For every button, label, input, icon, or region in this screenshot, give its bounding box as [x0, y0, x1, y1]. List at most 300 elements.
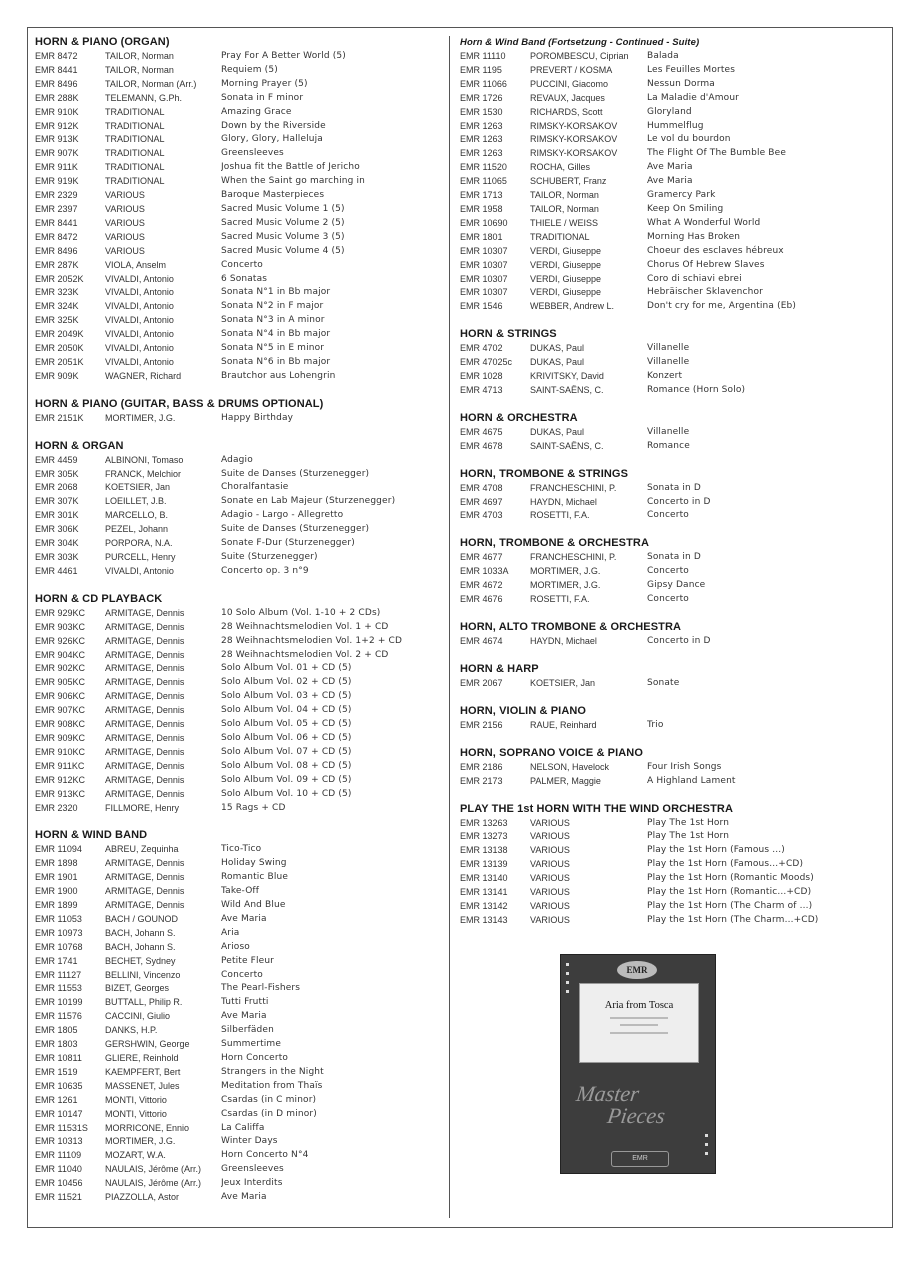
catalog-number: EMR 306K — [35, 524, 79, 535]
composer: VERDI, Giuseppe — [530, 259, 602, 270]
composer: WEBBER, Andrew L. — [530, 301, 615, 312]
catalog-entry — [460, 203, 885, 217]
catalog-number: EMR 11576 — [35, 1011, 82, 1022]
work-title: La Califfa — [221, 1122, 265, 1133]
composer: VIVALDI, Antonio — [105, 329, 174, 340]
composer: MONTI, Vittorio — [105, 1094, 167, 1105]
composer: PALMER, Maggie — [530, 775, 601, 786]
work-title: Sonata N°4 in Bb major — [221, 329, 331, 340]
catalog-entry — [35, 92, 447, 106]
catalog-entry — [460, 579, 885, 593]
catalog-number: EMR 10456 — [35, 1178, 83, 1189]
work-title: A Highland Lament — [647, 775, 736, 786]
catalog-number: EMR 13140 — [460, 873, 508, 884]
catalog-entry — [35, 356, 447, 370]
catalog-number: EMR 4461 — [35, 565, 78, 576]
catalog-number: EMR 926KC — [35, 635, 86, 646]
catalog-entry — [460, 844, 885, 858]
catalog-number: EMR 11040 — [35, 1164, 82, 1175]
catalog-entry — [460, 719, 885, 733]
catalog-number: EMR 13139 — [460, 859, 508, 870]
catalog-entry — [35, 64, 447, 78]
composer: ROSETTI, F.A. — [530, 594, 590, 605]
catalog-number: EMR 2329 — [35, 190, 78, 201]
composer: ARMITAGE, Dennis — [105, 607, 185, 618]
catalog-number: EMR 305K — [35, 468, 79, 479]
catalog-entry — [35, 635, 447, 649]
catalog-number: EMR 1803 — [35, 1039, 78, 1050]
work-title: Ave Maria — [221, 1011, 267, 1022]
work-title: Villanelle — [647, 426, 690, 437]
composer: TRADITIONAL — [105, 148, 165, 159]
composer: MASSENET, Jules — [105, 1080, 180, 1091]
catalog-number: EMR 10307 — [460, 245, 508, 256]
work-title: Happy Birthday — [221, 412, 294, 423]
section-title: HORN & ORCHESTRA — [460, 411, 578, 424]
composer: RICHARDS, Scott — [530, 106, 603, 117]
catalog-number: EMR 287K — [35, 259, 79, 270]
catalog-number: EMR 1900 — [35, 886, 78, 897]
work-title: Concerto — [647, 594, 689, 605]
work-title: Solo Album Vol. 08 + CD (5) — [221, 760, 352, 771]
catalog-number: EMR 2173 — [460, 775, 503, 786]
composer: ALBINONI, Tomaso — [105, 454, 184, 465]
catalog-entry — [35, 314, 447, 328]
catalog-entry — [35, 273, 447, 287]
composer: LOEILLET, J.B. — [105, 496, 167, 507]
composer: BACH / GOUNOD — [105, 913, 179, 924]
catalog-entry — [35, 676, 447, 690]
catalog-number: EMR 910K — [35, 106, 79, 117]
catalog-number: EMR 907KC — [35, 705, 86, 716]
composer: FILLMORE, Henry — [105, 802, 180, 813]
catalog-entry — [35, 231, 447, 245]
catalog-section — [35, 398, 447, 426]
catalog-entry — [35, 621, 447, 635]
work-title: Summertime — [221, 1039, 282, 1050]
work-title: Choralfantasie — [221, 482, 289, 493]
composer: THIELE / WEISS — [530, 217, 599, 228]
catalog-number: EMR 2186 — [460, 761, 503, 772]
work-title: 28 Weihnachtsmelodien Vol. 1+2 + CD — [221, 635, 403, 646]
work-title: Konzert — [647, 371, 683, 382]
catalog-entry — [35, 454, 447, 468]
catalog-number: EMR 1263 — [460, 120, 503, 131]
work-title: Sonate en Lab Majeur (Sturzenegger) — [221, 496, 396, 507]
catalog-entry — [35, 871, 447, 885]
work-title: Concerto — [647, 510, 689, 521]
catalog-entry — [460, 106, 885, 120]
composer: VIVALDI, Antonio — [105, 565, 174, 576]
composer: TRADITIONAL — [105, 162, 165, 173]
work-title: Solo Album Vol. 01 + CD (5) — [221, 663, 352, 674]
work-title: Hummelflug — [647, 120, 704, 131]
composer: VIVALDI, Antonio — [105, 273, 174, 284]
work-title: Sonate F-Dur (Sturzenegger) — [221, 538, 355, 549]
catalog-section — [460, 537, 885, 607]
catalog-entry — [35, 746, 447, 760]
work-title: Play the 1st Horn (The Charm of ...) — [647, 900, 813, 911]
work-title: Trio — [647, 719, 664, 730]
catalog-number: EMR 301K — [35, 510, 79, 521]
composer: ARMITAGE, Dennis — [105, 788, 185, 799]
catalog-number: EMR 4677 — [460, 552, 503, 563]
composer: ARMITAGE, Dennis — [105, 705, 185, 716]
cover-foot-logo: EMR — [611, 1151, 669, 1167]
catalog-number: EMR 11127 — [35, 969, 82, 980]
work-title: Play the 1st Horn (Romantic...+CD) — [647, 887, 812, 898]
catalog-entry — [460, 635, 885, 649]
catalog-number: EMR 303K — [35, 552, 79, 562]
catalog-number: EMR 11553 — [35, 983, 82, 994]
catalog-entry — [460, 161, 885, 175]
work-title: Romance — [647, 440, 690, 451]
catalog-number: EMR 10313 — [35, 1136, 83, 1147]
catalog-entry — [460, 92, 885, 106]
catalog-number: EMR 325K — [35, 315, 79, 326]
work-title: Sonata in D — [647, 552, 701, 563]
catalog-number: EMR 908KC — [35, 719, 86, 730]
work-title: Strangers in the Night — [221, 1066, 324, 1077]
work-title: Aria — [221, 927, 240, 938]
work-title: Sonata N°1 in Bb major — [221, 287, 331, 298]
catalog-entry — [35, 120, 447, 134]
catalog-number: EMR 919K — [35, 176, 79, 187]
catalog-entry — [35, 551, 447, 565]
composer: TAILOR, Norman — [530, 203, 599, 214]
catalog-entry — [35, 662, 447, 676]
catalog-number: EMR 912KC — [35, 774, 86, 785]
catalog-entry — [460, 300, 885, 314]
catalog-entry — [35, 1122, 447, 1136]
composer: KOETSIER, Jan — [530, 677, 596, 688]
work-title: Concerto op. 3 n°9 — [221, 565, 309, 576]
catalog-number: EMR 13273 — [460, 831, 508, 842]
catalog-entry — [35, 1177, 447, 1191]
catalog-number: EMR 324K — [35, 301, 79, 312]
catalog-number: EMR 10307 — [460, 287, 508, 298]
catalog-entry — [460, 175, 885, 189]
work-title: Meditation from Thaïs — [221, 1080, 323, 1091]
composer: TAILOR, Norman (Arr.) — [105, 78, 197, 89]
catalog-entry — [35, 788, 447, 802]
composer: MARCELLO, B. — [105, 510, 169, 521]
catalog-section — [35, 440, 447, 579]
catalog-number: EMR 4459 — [35, 454, 78, 465]
work-title: Sacred Music Volume 2 (5) — [221, 217, 345, 228]
work-title: Sacred Music Volume 4 (5) — [221, 245, 345, 256]
work-title: Ave Maria — [221, 1192, 267, 1203]
work-title: Tutti Frutti — [221, 997, 269, 1008]
catalog-entry — [35, 704, 447, 718]
work-title: What A Wonderful World — [647, 217, 761, 228]
composer: TRADITIONAL — [105, 106, 165, 117]
work-title: Suite (Sturzenegger) — [221, 552, 318, 562]
work-title: Play The 1st Horn — [647, 831, 730, 842]
catalog-entry — [460, 817, 885, 831]
left-column — [35, 36, 447, 1205]
catalog-entry — [460, 858, 885, 872]
composer: SAINT-SAËNS, C. — [530, 440, 604, 451]
work-title: Adagio - Largo - Allegretto — [221, 510, 344, 521]
composer: GLIERE, Reinhold — [105, 1053, 179, 1063]
work-title: Silberfäden — [221, 1025, 274, 1036]
catalog-entry — [460, 440, 885, 454]
composer: KRIVITSKY, David — [530, 371, 604, 382]
catalog-entry — [35, 1038, 447, 1052]
composer: VARIOUS — [530, 900, 570, 911]
catalog-section — [460, 803, 885, 928]
work-title: Morning Has Broken — [647, 231, 741, 242]
composer: MORTIMER, J.G. — [105, 412, 176, 423]
catalog-number: EMR 1726 — [460, 92, 503, 103]
catalog-entry — [35, 843, 447, 857]
catalog-entry — [460, 245, 885, 259]
catalog-number: EMR 1546 — [460, 301, 503, 312]
work-title: Winter Days — [221, 1136, 278, 1147]
section-title: HORN & STRINGS — [460, 328, 557, 341]
work-title: Arioso — [221, 941, 250, 952]
catalog-entry — [35, 133, 447, 147]
work-title: Horn Concerto N°4 — [221, 1150, 309, 1161]
section-title: HORN & WIND BAND — [35, 829, 148, 842]
catalog-number: EMR 8496 — [35, 78, 78, 89]
composer: ARMITAGE, Dennis — [105, 746, 185, 757]
composer: VERDI, Giuseppe — [530, 245, 602, 256]
catalog-number: EMR 13263 — [460, 817, 508, 828]
catalog-number: EMR 13138 — [460, 845, 508, 856]
composer: MORTIMER, J.G. — [105, 1136, 176, 1147]
work-title: Solo Album Vol. 09 + CD (5) — [221, 774, 352, 785]
section-title: HORN, ALTO TROMBONE & ORCHESTRA — [460, 621, 682, 633]
work-title: Hebräischer Sklavenchor — [647, 287, 763, 298]
catalog-number: EMR 11066 — [460, 78, 507, 89]
catalog-entry — [460, 356, 885, 370]
catalog-number: EMR 10973 — [35, 927, 83, 938]
work-title: Sonata in F minor — [221, 92, 304, 103]
catalog-number: EMR 907K — [35, 148, 79, 159]
cover-image-aria-from-tosca — [560, 954, 716, 1174]
work-title: Solo Album Vol. 02 + CD (5) — [221, 677, 352, 688]
catalog-entry — [35, 1191, 447, 1205]
catalog-number: EMR 1261 — [35, 1094, 78, 1105]
catalog-entry — [35, 342, 447, 356]
catalog-entry — [35, 203, 447, 217]
work-title: Glory, Glory, Halleluja — [221, 134, 323, 145]
catalog-number: EMR 1713 — [460, 190, 503, 201]
catalog-number: EMR 1805 — [35, 1025, 78, 1036]
catalog-entry — [35, 523, 447, 537]
catalog-entry — [460, 886, 885, 900]
catalog-number: EMR 4675 — [460, 426, 503, 437]
composer: HAYDN, Michael — [530, 496, 597, 507]
catalog-number: EMR 10635 — [35, 1080, 83, 1091]
catalog-entry — [35, 649, 447, 663]
catalog-number: EMR 10147 — [35, 1108, 83, 1119]
composer: MORTIMER, J.G. — [530, 566, 601, 577]
work-title: Morning Prayer (5) — [221, 78, 308, 89]
catalog-entry — [35, 468, 447, 482]
catalog-number: EMR 11065 — [460, 176, 507, 187]
composer: DUKAS, Paul — [530, 426, 585, 437]
work-title: Csardas (in C minor) — [221, 1094, 317, 1105]
catalog-entry — [460, 78, 885, 92]
catalog-entry — [35, 607, 447, 621]
composer: VARIOUS — [105, 203, 145, 214]
catalog-section — [35, 829, 447, 1205]
composer: TAILOR, Norman — [105, 64, 174, 75]
work-title: Sonata N°5 in E minor — [221, 343, 325, 354]
catalog-entry — [460, 482, 885, 496]
composer: TAILOR, Norman — [105, 51, 174, 61]
catalog-number: EMR 929KC — [35, 607, 86, 618]
composer: ARMITAGE, Dennis — [105, 760, 185, 771]
work-title: Choeur des esclaves hébreux — [647, 245, 784, 256]
catalog-number: EMR 323K — [35, 287, 79, 298]
work-title: The Pearl-Fishers — [221, 983, 301, 994]
composer: BACH, Johann S. — [105, 927, 176, 938]
catalog-number: EMR 913K — [35, 134, 79, 145]
catalog-entry — [35, 1024, 447, 1038]
composer: ARMITAGE, Dennis — [105, 872, 185, 883]
catalog-entry — [35, 802, 447, 816]
catalog-number: EMR 10307 — [460, 259, 508, 270]
composer: CACCINI, Giulio — [105, 1011, 171, 1022]
catalog-number: EMR 10768 — [35, 941, 83, 952]
work-title: Play the 1st Horn (Famous...+CD) — [647, 859, 804, 870]
catalog-section — [35, 36, 447, 384]
work-title: Adagio — [221, 454, 253, 465]
work-title: When the Saint go marching in — [221, 176, 366, 187]
work-title: Down by the Riverside — [221, 120, 326, 131]
catalog-entry — [35, 50, 447, 64]
catalog-number: EMR 1519 — [35, 1066, 78, 1077]
composer: PURCELL, Henry — [105, 552, 176, 562]
composer: VARIOUS — [105, 190, 145, 201]
composer: NAULAIS, Jérôme (Arr.) — [105, 1178, 202, 1189]
work-title: Play the 1st Horn (Famous ...) — [647, 845, 785, 856]
composer: ARMITAGE, Dennis — [105, 774, 185, 785]
work-title: Ave Maria — [647, 162, 693, 173]
catalog-entry — [35, 969, 447, 983]
composer: VARIOUS — [530, 914, 570, 925]
cover-dots-decoration-bottom — [705, 1134, 709, 1161]
catalog-number: EMR 10811 — [35, 1053, 82, 1063]
composer: MORRICONE, Ennio — [105, 1122, 190, 1133]
cover-subtitle-line — [620, 1024, 658, 1026]
catalog-entry — [35, 147, 447, 161]
catalog-number: EMR 8441 — [35, 217, 78, 228]
work-title: Solo Album Vol. 05 + CD (5) — [221, 719, 352, 730]
work-title: Don't cry for me, Argentina (Eb) — [647, 301, 797, 312]
catalog-entry — [460, 189, 885, 203]
work-title: 15 Rags + CD — [221, 802, 286, 813]
catalog-number: EMR 4708 — [460, 482, 503, 493]
work-title: Play the 1st Horn (Romantic Moods) — [647, 873, 814, 884]
work-title: Four Irish Songs — [647, 761, 722, 772]
composer: NAULAIS, Jérôme (Arr.) — [105, 1164, 202, 1175]
catalog-entry — [35, 161, 447, 175]
work-title: Csardas (in D minor) — [221, 1108, 317, 1119]
catalog-entry — [460, 761, 885, 775]
catalog-entry — [460, 593, 885, 607]
catalog-entry — [460, 342, 885, 356]
work-title: Brautchor aus Lohengrin — [221, 370, 336, 381]
composer: DUKAS, Paul — [530, 357, 585, 368]
section-title: HORN & ORGAN — [35, 439, 124, 452]
catalog-number: EMR 910KC — [35, 746, 86, 757]
work-title: Solo Album Vol. 03 + CD (5) — [221, 691, 352, 702]
work-title: Concerto in D — [647, 496, 711, 507]
catalog-number: EMR 4678 — [460, 440, 503, 451]
composer: FRANCHESCHINI, P. — [530, 482, 617, 493]
catalog-number: EMR 13143 — [460, 914, 508, 925]
composer: VARIOUS — [105, 231, 145, 242]
work-title: 28 Weihnachtsmelodien Vol. 2 + CD — [221, 649, 389, 660]
composer: BECHET, Sydney — [105, 955, 176, 966]
work-title: Holiday Swing — [221, 858, 287, 869]
catalog-number: EMR 11094 — [35, 844, 82, 855]
cover-series-word: Master — [574, 1081, 641, 1106]
work-title: Sacred Music Volume 3 (5) — [221, 231, 345, 242]
catalog-entry — [35, 328, 447, 342]
catalog-number: EMR 1263 — [460, 134, 503, 145]
catalog-page — [27, 27, 893, 1228]
catalog-entry — [460, 914, 885, 928]
catalog-entry — [35, 913, 447, 927]
work-title: 6 Sonatas — [221, 273, 268, 284]
section-title: HORN & PIANO (ORGAN) — [35, 36, 170, 48]
catalog-entry — [35, 509, 447, 523]
catalog-number: EMR 1741 — [35, 955, 78, 966]
work-title: Requiem (5) — [221, 64, 278, 75]
work-title: Coro di schiavi ebrei — [647, 273, 742, 284]
catalog-number: EMR 4702 — [460, 343, 503, 354]
catalog-entry — [35, 690, 447, 704]
composer: SAINT-SAËNS, C. — [530, 384, 604, 395]
catalog-number: EMR 1801 — [460, 231, 503, 242]
composer: MORTIMER, J.G. — [530, 580, 601, 591]
composer: KOETSIER, Jan — [105, 482, 171, 493]
section-title: HORN, VIOLIN & PIANO — [460, 704, 587, 717]
catalog-number: EMR 1028 — [460, 371, 503, 382]
column-divider — [449, 36, 450, 1218]
composer: PORPORA, N.A. — [105, 538, 173, 549]
composer: TRADITIONAL — [530, 231, 590, 242]
catalog-number: EMR 1899 — [35, 900, 78, 911]
work-title: Sonata in D — [647, 482, 701, 493]
catalog-number: EMR 2052K — [35, 273, 84, 284]
composer: POROMBESCU, Ciprian — [530, 51, 629, 61]
work-title: Le vol du bourdon — [647, 134, 731, 145]
composer: VERDI, Giuseppe — [530, 273, 602, 284]
catalog-entry — [35, 300, 447, 314]
catalog-number: EMR 4674 — [460, 636, 503, 646]
catalog-number: EMR 47025c — [460, 357, 513, 368]
catalog-entry — [35, 1135, 447, 1149]
catalog-number: EMR 2067 — [460, 677, 503, 688]
catalog-number: EMR 8441 — [35, 64, 78, 75]
work-title: Romance (Horn Solo) — [647, 384, 746, 395]
catalog-entry — [35, 106, 447, 120]
composer: RIMSKY-KORSAKOV — [530, 148, 618, 159]
catalog-number: EMR 11520 — [460, 162, 507, 173]
catalog-number: EMR 2051K — [35, 356, 84, 367]
catalog-number: EMR 911K — [35, 162, 78, 173]
catalog-entry — [35, 495, 447, 509]
catalog-entry — [35, 565, 447, 579]
composer: VARIOUS — [105, 245, 145, 256]
